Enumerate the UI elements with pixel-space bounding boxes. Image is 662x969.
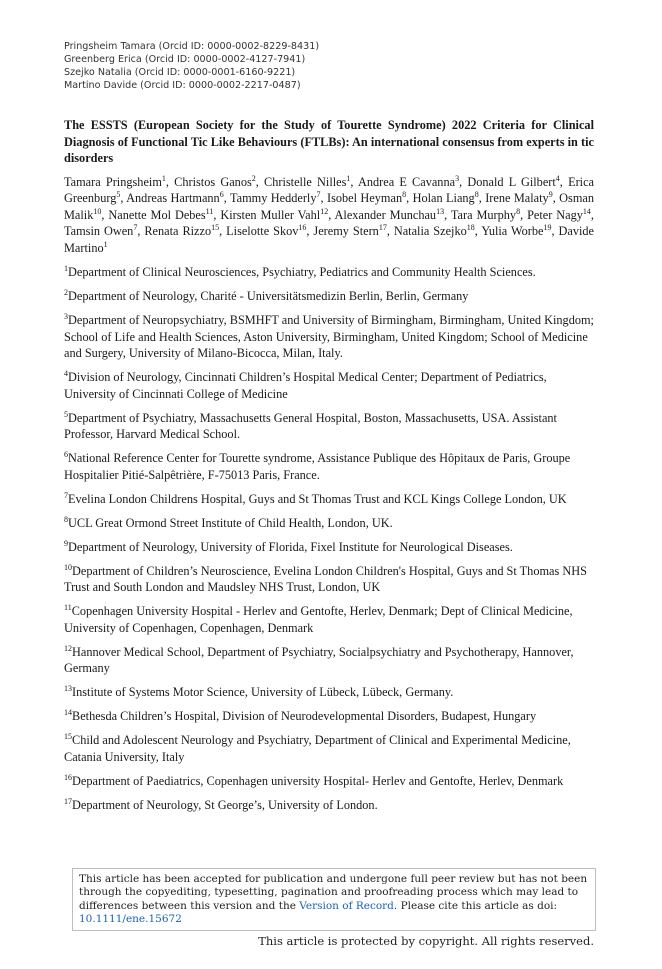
author-name: Tamsin Owen [64,224,134,238]
author-affiliation-number: 14 [582,206,591,216]
affiliation-text: Institute of Systems Motor Science, University of Lübeck, Lübeck, Germany. [72,685,454,699]
notice-text-cite: . Please cite this article as doi: [393,899,558,912]
affiliation-text: Copenhagen University Hospital - Herlev and Gentofte, Herlev, Denmark; Dept of Clinical Medicine, University of Copenhagen, Copenhagen, Denmark [64,604,573,635]
orcid-line: Greenberg Erica (Orcid ID: 0000-0002-4127-7941) [64,54,306,65]
affiliation [64,539,594,556]
affiliation-number: 12 [64,643,72,653]
author [485,191,552,205]
author [264,175,350,189]
author [467,175,559,189]
author-affiliation-number: 3 [455,173,460,183]
affiliation-text: Hannover Medical School, Department of Psychiatry, Socialpsychiatry and Psychotherapy, Hannover, Germany [64,644,574,675]
affiliation-text: Department of Paediatrics, Copenhagen university Hospital- Herlev and Gentofte, Herlev, Denmark [72,773,564,788]
affiliation [64,563,594,596]
author [451,208,520,222]
author-name: Jeremy Stern [313,224,379,238]
affiliation-list [64,264,594,813]
affiliation [64,491,594,508]
author-name: Irene Malaty [485,191,549,205]
author [527,208,591,222]
affiliation [64,644,594,677]
affiliation-number: 2 [64,287,68,297]
author [174,175,256,189]
affiliation [64,684,594,701]
affiliation [64,312,594,362]
affiliation-text: Department of Neurology, St George’s, University of London. [72,797,378,812]
affiliation-text: Department of Neuropsychiatry, BSMHFT and University of Birmingham, Birmingham, United Kingdom; School of Life and Health Sciences, Aston University, Birmingham, United Kingdom; School of Medicine and Surgery, University of Milano-Bicocca, Milan, Italy. [64,313,594,360]
affiliation-text: Department of Neurology, Charité - Universitätsmedizin Berlin, Berlin, Germany [68,289,469,303]
author-name: Christelle Nilles [264,174,347,189]
affiliation [64,773,594,790]
author-affiliation-number: 15 [211,222,220,232]
doi-link[interactable]: 10.1111/ene.15672 [79,913,182,926]
author-name: Isobel Heyman [326,191,403,205]
affiliation-text: Bethesda Children’s Hospital, Division of Neurodevelopmental Disorders, Budapest, Hungary [72,709,537,723]
affiliation-number: 14 [64,707,72,717]
author-affiliation-number: 17 [378,222,387,232]
author-name: Osman Malik [64,191,595,222]
author-name: Alexander Munchau [334,207,437,222]
author-affiliation-number: 7 [133,222,138,232]
author [64,175,166,189]
author-name: Andreas Hartmann [126,191,220,205]
author-name: Christos Ganos [174,174,252,189]
author-name: Natalia Szejko [393,224,467,238]
affiliation-number: 11 [64,602,72,612]
author-affiliation-number: 12 [320,206,329,216]
author [394,224,475,238]
author [335,208,445,222]
author-affiliation-number: 16 [298,222,307,232]
author-affiliation-number: 7 [316,189,321,199]
notice-text: This article has been accepted for publication and undergone full peer review but has not been through the copyediting, typesetting, pagination and proofreading process which may lead to differences between this version and the [79,873,588,912]
affiliation-number: 17 [64,796,72,806]
orcid-list [64,40,319,92]
affiliation [64,264,594,281]
author-name: Nanette Mol Debes [108,207,206,222]
article-title: The ESSTS (European Society for the Study of Tourette Syndrome) 2022 Criteria for Clinical Diagnosis of Functional Tic Like Behaviours (FTLBs): An international consensus from experts in tic disorders [64,118,594,165]
author-name: Tara Murphy [450,207,517,222]
affiliation [64,410,594,443]
author [230,191,321,205]
author [64,224,137,238]
affiliation-text: Department of Children’s Neuroscience, Evelina London Children's Hospital, Guys and St Thomas NHS Trust and South London and Maudsley NHS Trust, London, UK [64,563,587,594]
affiliation-number: 3 [64,311,68,321]
author-affiliation-number: 4 [555,173,560,183]
author-affiliation-number: 6 [219,189,224,199]
article-front-matter [64,117,594,821]
author-name: Holan Liang [412,191,475,205]
author-affiliation-number: 11 [205,206,214,216]
affiliation-number: 15 [64,731,72,741]
version-of-record-link[interactable]: Version of Record [299,899,394,912]
affiliation [64,450,594,483]
author-affiliation-number: 19 [543,222,552,232]
author-affiliation-number: 1 [103,239,108,249]
affiliation [64,708,594,725]
author [226,224,306,238]
author [220,208,328,222]
author [413,191,479,205]
author-list: Tamara Pringsheim$^1$, Christos Ganos$^2$, Christelle Nilles$^1$, Andrea E Cavanna$^3$, Donald L Gilbert$^4$, Erica Greenburg$^5$, Andreas Hartmann$^6$, Tammy Hedderly$^7$, Isobel Heyman$^8$, Holan Liang$^8$, Irene Malaty$^9$, Osman Malik$^{10}$, Nanette Mol Debes$^{11}$, Kirsten Muller Vahl$^{12}$, Alexander Munchau$^{13}$, Tara Murphy$^8$, Peter Nagy$^{14}$, Tamsin Owen$^7$, Renata Rizzo$^{15}$, Liselotte Skov$^{16}$, Jeremy Stern$^{17}$, Natalia Szejko$^{18}$, Yulia Worbe$^{19}$, Davide Martino$^1$ [64,173,595,255]
affiliation-text: UCL Great Ormond Street Institute of Child Health, London, UK. [68,515,393,530]
affiliation-text: Evelina London Childrens Hospital, Guys and St Thomas Trust and KCL Kings College London, UK [68,491,567,506]
copyright-notice: This article is protected by copyright. All rights reserved. [258,934,594,948]
affiliation-number: 5 [64,409,68,419]
author-affiliation-number: 8 [402,189,407,199]
affiliation-number: 13 [64,683,72,693]
author-affiliation-number: 2 [251,173,256,183]
accepted-article-notice [72,868,596,931]
author-name: Kirsten Muller Vahl [220,207,321,222]
affiliation [64,515,594,532]
affiliation-number: 8 [64,514,68,524]
affiliation-number: 4 [64,368,68,378]
author-name: Tammy Hedderly [229,191,317,205]
author [327,191,406,205]
affiliation-text: Department of Psychiatry, Massachusetts General Hospital, Boston, Massachusetts, USA. Assistant Professor, Harvard Medical School. [64,410,557,441]
affiliation [64,603,594,636]
orcid-line: Martino Davide (Orcid ID: 0000-0002-2217-0487) [64,80,301,91]
affiliation-number: 7 [64,490,68,500]
author-affiliation-number: 1 [161,173,166,183]
author-name: Tamara Pringsheim [64,174,162,189]
author-name: Renata Rizzo [144,224,212,238]
author [313,224,386,238]
affiliation [64,288,594,305]
author-name: Yulia Worbe [481,224,544,238]
author-name: Erica Greenburg [64,174,595,205]
affiliation-text: Division of Neurology, Cincinnati Children’s Hospital Medical Center; Department of Pediatrics, University of Cincinnati College of Medicine [64,370,547,401]
affiliation-text: Child and Adolescent Neurology and Psychiatry, Department of Clinical and Experimental Medicine, Catania University, Italy [64,733,571,764]
orcid-line: Pringsheim Tamara (Orcid ID: 0000-0002-8229-8431) [64,41,320,52]
affiliation-number: 6 [64,449,68,459]
author [126,191,224,205]
affiliation-number: 1 [64,263,68,273]
author-affiliation-number: 5 [116,189,121,199]
author-affiliation-number: 9 [548,189,553,199]
affiliation-number: 16 [64,772,72,782]
affiliation [64,369,594,402]
author-affiliation-number: 8 [474,189,479,199]
author-affiliation-number: 10 [93,206,102,216]
affiliation-text: National Reference Center for Tourette syndrome, Assistance Publique des Hôpitaux de Paris, Groupe Hospitalier Pitié-Salpêtrière, F-75013 Paris, France. [64,451,571,482]
author-name: Peter Nagy [527,207,583,222]
author [358,175,459,189]
author [481,224,551,238]
author-affiliation-number: 18 [466,222,475,232]
author-affiliation-number: 13 [436,206,445,216]
author [108,208,213,222]
author-affiliation-number: 8 [516,206,521,216]
affiliation-text: Department of Neurology, University of Florida, Fixel Institute for Neurological Diseases. [68,539,513,554]
affiliation-number: 9 [64,538,68,548]
affiliation [64,797,594,814]
author-name: Donald L Gilbert [467,174,556,189]
author-name: Andrea E Cavanna [357,174,456,189]
affiliation-number: 10 [64,562,72,572]
author-affiliation-number: 1 [346,173,351,183]
author-name: Liselotte Skov [226,224,299,238]
affiliation [64,732,594,765]
author-name: Davide Martino [64,224,594,255]
affiliation-text: Department of Clinical Neurosciences, Psychiatry, Pediatrics and Community Health Sciences. [68,265,536,279]
author [144,224,219,238]
orcid-line: Szejko Natalia (Orcid ID: 0000-0001-6160-9221) [64,67,296,78]
